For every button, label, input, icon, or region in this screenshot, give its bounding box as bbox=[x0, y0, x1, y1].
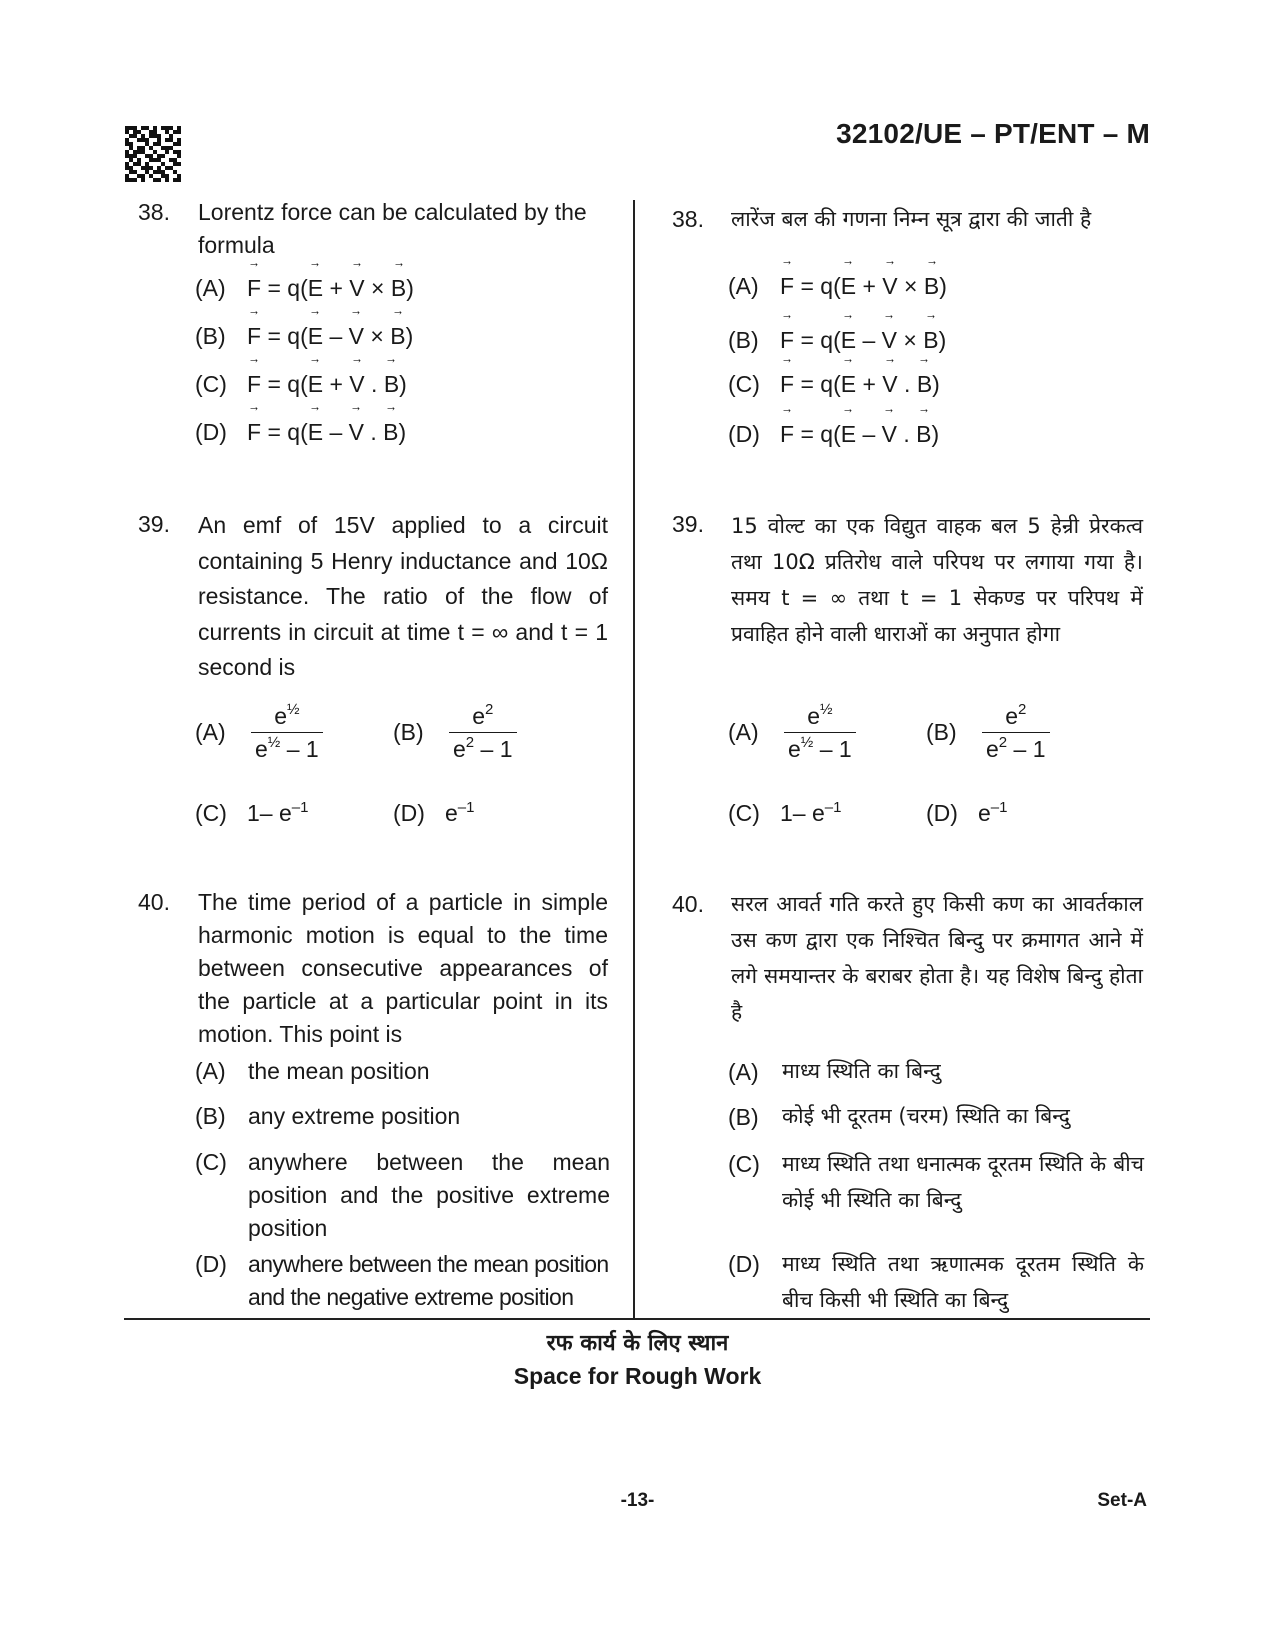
vector-e: → E bbox=[841, 324, 856, 357]
question-number: 38. bbox=[138, 199, 170, 225]
vector-b: → B bbox=[924, 270, 939, 303]
option-label: (A) bbox=[195, 275, 226, 301]
option-b[interactable] bbox=[393, 702, 517, 763]
column-divider bbox=[633, 200, 635, 1318]
option-label: (C) bbox=[728, 800, 760, 826]
option-c[interactable]: (C)→ F = q(→ E + → V . → B) bbox=[195, 368, 407, 401]
option-d[interactable]: anywhere between the mean position and the negative extreme position bbox=[248, 1251, 609, 1310]
option-label: (B) bbox=[393, 719, 424, 745]
vector-f: → F bbox=[780, 270, 794, 303]
vector-f: → F bbox=[780, 368, 794, 401]
vector-e: → E bbox=[308, 416, 323, 449]
option-c[interactable]: anywhere between the mean position and the positive extreme position bbox=[248, 1149, 610, 1241]
option-b[interactable]: कोई भी दूरतम (चरम) स्थिति का बिन्दु bbox=[782, 1104, 1070, 1128]
vector-v: → V bbox=[882, 368, 897, 401]
option-a[interactable]: माध्य स्थिति का बिन्दु bbox=[782, 1059, 941, 1083]
fraction: $\frac{e^2}{e^2 - 1}$ bbox=[982, 702, 1050, 763]
option-label: (D) bbox=[195, 419, 227, 445]
vector-f: → F bbox=[247, 416, 261, 449]
option-label: (C) bbox=[728, 371, 760, 397]
option-label: (B) bbox=[728, 1104, 759, 1130]
option-label: (D) bbox=[393, 800, 425, 826]
option-c[interactable]: (C) 1– $e^{-1}$ bbox=[195, 797, 308, 830]
vector-v: → V bbox=[349, 416, 364, 449]
vector-v: → V bbox=[882, 270, 897, 303]
option-label: (B) bbox=[926, 719, 957, 745]
vector-v: → V bbox=[882, 324, 897, 357]
option-label: (A) bbox=[728, 1059, 759, 1085]
fraction: $\frac{e^{\frac{1}{2}}}{e^{\frac{1}{2}} - 1}$ bbox=[251, 702, 323, 763]
option-c[interactable]: माध्य स्थिति तथा धनात्मक दूरतम स्थिति के बीच कोई भी स्थिति का बिन्दु bbox=[782, 1152, 1144, 1212]
option-a[interactable]: (A)→ F = q(→ E + → V × → B) bbox=[728, 270, 947, 303]
option-d[interactable]: (D) $e^{-1}$ bbox=[393, 797, 474, 830]
option-a[interactable] bbox=[728, 702, 856, 763]
option-b[interactable]: (B)→ F = q(→ E – → V × → B) bbox=[195, 320, 413, 353]
vector-e: → E bbox=[841, 368, 856, 401]
fraction: $\frac{e^{\frac{1}{2}}}{e^{\frac{1}{2}} - 1}$ bbox=[784, 702, 856, 763]
option-label: (D) bbox=[195, 1251, 227, 1277]
vector-f: → F bbox=[247, 272, 261, 305]
qr-code bbox=[125, 126, 181, 182]
option-c[interactable]: (C) 1– $e^{-1}$ bbox=[728, 797, 841, 830]
option-label: (D) bbox=[728, 1251, 760, 1277]
vector-b: → B bbox=[383, 416, 398, 449]
vector-f: → F bbox=[247, 368, 261, 401]
option-label: (C) bbox=[728, 1151, 760, 1177]
question-text: 15 वोल्ट का एक विद्युत वाहक बल 5 हेन्री प्रेरकत्व तथा 10Ω प्रतिरोध वाले परिपथ पर लगाया गया है। समय t = ∞ तथा t = 1 सेकण्ड पर परिपथ में प्रवाहित होने वाली धाराओं का अनुपात होगा bbox=[731, 514, 1143, 646]
option-label: (B) bbox=[728, 327, 759, 353]
question-number: 38. bbox=[672, 206, 704, 232]
vector-b: → B bbox=[390, 320, 405, 353]
option-label: (C) bbox=[195, 1149, 227, 1175]
question-number: 40. bbox=[138, 889, 170, 915]
option-label: (D) bbox=[728, 421, 760, 447]
vector-e: → E bbox=[308, 368, 323, 401]
question-number: 40. bbox=[672, 891, 704, 917]
vector-e: → E bbox=[841, 418, 856, 451]
vector-b: → B bbox=[916, 418, 931, 451]
rough-work-divider bbox=[124, 1318, 1150, 1320]
vector-b: → B bbox=[923, 324, 938, 357]
vector-f: → F bbox=[780, 418, 794, 451]
vector-f: → F bbox=[780, 324, 794, 357]
vector-v: → V bbox=[882, 418, 897, 451]
question-number: 39. bbox=[672, 511, 704, 537]
vector-b: → B bbox=[391, 272, 406, 305]
question-text: सरल आवर्त गति करते हुए किसी कण का आवर्तकाल उस कण द्वारा एक निश्चित बिन्दु पर क्रमागत आने में लगे समयान्तर के बराबर होता है। यह विशेष बिन्दु होता है bbox=[731, 892, 1143, 1024]
vector-v: → V bbox=[349, 368, 364, 401]
set-label: Set-A bbox=[1097, 1490, 1147, 1511]
vector-f: → F bbox=[247, 320, 261, 353]
rough-work-title: Space for Rough Work bbox=[513, 1363, 762, 1389]
page-number: -13- bbox=[620, 1490, 655, 1511]
option-a[interactable]: the mean position bbox=[248, 1058, 430, 1084]
vector-v: → V bbox=[349, 272, 364, 305]
option-label: (A) bbox=[195, 1058, 226, 1084]
option-label: (D) bbox=[926, 800, 958, 826]
option-label: (B) bbox=[195, 323, 226, 349]
rough-work-title-hindi: रफ कार्य के लिए स्थान bbox=[546, 1331, 729, 1356]
option-label: (A) bbox=[728, 273, 759, 299]
option-d[interactable]: (D) $e^{-1}$ bbox=[926, 797, 1007, 830]
option-b[interactable]: (B)→ F = q(→ E – → V × → B) bbox=[728, 324, 946, 357]
vector-b: → B bbox=[384, 368, 399, 401]
question-text: The time period of a particle in simple harmonic motion is equal to the time between consecutive appearances of the particle at a particular point in its motion. This point is bbox=[198, 889, 608, 1047]
vector-e: → E bbox=[308, 320, 323, 353]
option-a[interactable] bbox=[195, 702, 323, 763]
question-text: Lorentz force can be calculated by the formula bbox=[198, 199, 587, 258]
paper-code: 32102/UE – PT/ENT – M bbox=[836, 118, 1150, 149]
option-label: (A) bbox=[728, 719, 759, 745]
question-number: 39. bbox=[138, 511, 170, 537]
vector-e: → E bbox=[308, 272, 323, 305]
option-d[interactable]: (D)→ F = q(→ E – → V . → B) bbox=[728, 418, 939, 451]
option-b[interactable] bbox=[926, 702, 1050, 763]
option-a[interactable]: (A)→ F = q(→ E + → V × → B) bbox=[195, 272, 414, 305]
fraction: $\frac{e^2}{e^2 - 1}$ bbox=[449, 702, 517, 763]
vector-v: → V bbox=[349, 320, 364, 353]
vector-e: → E bbox=[841, 270, 856, 303]
option-c[interactable]: (C)→ F = q(→ E + → V . → B) bbox=[728, 368, 940, 401]
option-d[interactable]: (D)→ F = q(→ E – → V . → B) bbox=[195, 416, 406, 449]
option-d[interactable]: माध्य स्थिति तथा ऋणात्मक दूरतम स्थिति के बीच किसी भी स्थिति का बिन्दु bbox=[782, 1252, 1144, 1312]
vector-b: → B bbox=[917, 368, 932, 401]
option-label: (C) bbox=[195, 371, 227, 397]
question-text: An emf of 15V applied to a circuit containing 5 Henry inductance and 10Ω resistance. The ratio of the flow of currents in circuit at time t = ∞ and t = 1 second is bbox=[198, 512, 608, 680]
option-label: (B) bbox=[195, 1103, 226, 1129]
question-text: लारेंज बल की गणना निम्न सूत्र द्वारा की जाती है bbox=[731, 207, 1092, 231]
option-label: (A) bbox=[195, 719, 226, 745]
option-label: (C) bbox=[195, 800, 227, 826]
option-b[interactable]: any extreme position bbox=[248, 1103, 461, 1129]
